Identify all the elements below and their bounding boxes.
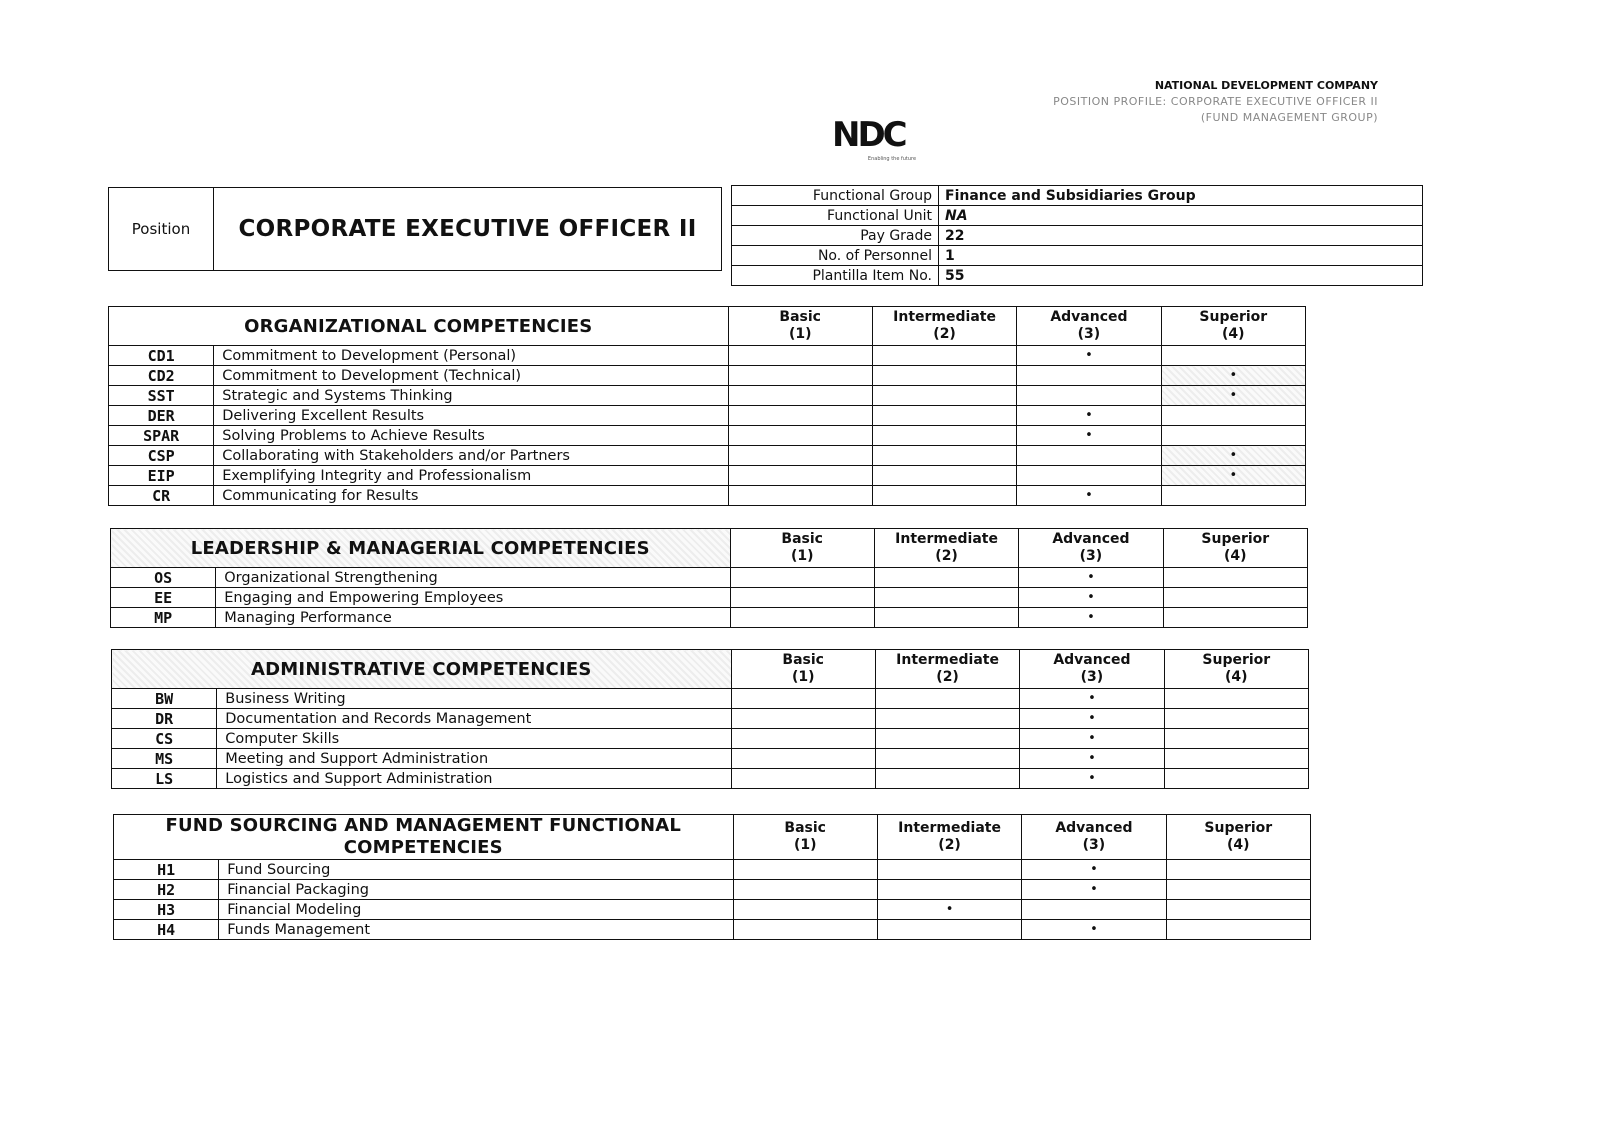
info-key: No. of Personnel — [732, 246, 939, 266]
level-number: (1) — [793, 837, 817, 853]
competency-row — [114, 860, 1311, 880]
competency-code: MP — [111, 608, 216, 628]
competency-name: Organizational Strengthening — [216, 568, 730, 588]
level-mark-cell — [1166, 860, 1310, 880]
level-name: Intermediate — [895, 531, 998, 547]
level-mark-cell — [1020, 749, 1164, 769]
level-mark: • — [1090, 881, 1098, 897]
level-header — [875, 650, 1019, 689]
position-title: CORPORATE EXECUTIVE OFFICER II — [238, 216, 697, 242]
level-name: Basic — [784, 820, 826, 836]
level-header — [1161, 307, 1305, 346]
level-mark-cell — [733, 860, 877, 880]
competency-code: H1 — [114, 860, 219, 880]
level-mark-cell — [1022, 900, 1166, 920]
info-value: 55 — [939, 266, 1423, 286]
level-mark-cell — [1161, 466, 1305, 486]
competency-row — [109, 486, 1306, 506]
competency-name: Commitment to Development (Personal) — [214, 346, 728, 366]
level-mark-cell — [1164, 709, 1308, 729]
info-row — [732, 186, 1423, 206]
level-mark-cell — [874, 588, 1018, 608]
level-mark: • — [945, 901, 954, 917]
level-header — [1022, 815, 1166, 860]
level-mark-cell — [730, 568, 874, 588]
level-mark-cell — [1020, 689, 1164, 709]
level-mark-cell — [728, 486, 872, 506]
document-header — [1053, 78, 1378, 126]
level-mark-cell — [1017, 386, 1161, 406]
competency-code: EIP — [109, 466, 214, 486]
level-number: (2) — [935, 548, 958, 564]
level-mark: • — [1085, 427, 1093, 443]
level-number: (1) — [791, 669, 815, 685]
level-number: (1) — [788, 326, 812, 342]
level-mark: • — [1088, 710, 1096, 726]
competency-name: Delivering Excellent Results — [214, 406, 728, 426]
competency-name: Strategic and Systems Thinking — [214, 386, 728, 406]
competency-row — [114, 880, 1311, 900]
level-mark-cell — [1017, 446, 1161, 466]
level-mark-cell — [1163, 608, 1307, 628]
info-key: Pay Grade — [732, 226, 939, 246]
level-mark-cell — [874, 568, 1018, 588]
competency-name: Funds Management — [219, 920, 733, 940]
competency-name: Documentation and Records Management — [217, 709, 731, 729]
section-title: ORGANIZATIONAL COMPETENCIES — [109, 307, 729, 346]
level-mark: • — [1090, 921, 1098, 937]
section-title: FUND SOURCING AND MANAGEMENT FUNCTIONAL COMPETENCIES — [114, 815, 734, 860]
competency-code: BW — [112, 689, 217, 709]
info-value: 22 — [939, 226, 1423, 246]
level-mark-cell — [733, 880, 877, 900]
level-mark: • — [1088, 770, 1096, 786]
competency-code: EE — [111, 588, 216, 608]
competency-row — [112, 709, 1309, 729]
level-mark-cell — [874, 608, 1018, 628]
competency-row — [109, 386, 1306, 406]
competency-row — [112, 749, 1309, 769]
info-key: Functional Group — [732, 186, 939, 206]
info-key: Plantilla Item No. — [732, 266, 939, 286]
level-name: Basic — [782, 652, 824, 668]
level-mark-cell — [731, 769, 875, 789]
competency-name: Computer Skills — [217, 729, 731, 749]
section-title: LEADERSHIP & MANAGERIAL COMPETENCIES — [111, 529, 731, 568]
level-mark: • — [1229, 367, 1238, 383]
level-mark: • — [1088, 750, 1096, 766]
level-mark-cell — [1017, 406, 1161, 426]
competency-row — [112, 729, 1309, 749]
info-row — [732, 246, 1423, 266]
level-number: (4) — [1227, 837, 1250, 853]
level-number: (3) — [1077, 326, 1101, 342]
logo-tagline: Enabling the future — [867, 156, 917, 162]
ndc-logo — [832, 115, 952, 166]
level-name: Basic — [781, 531, 823, 547]
competency-name: Commitment to Development (Technical) — [214, 366, 728, 386]
level-mark-cell — [1017, 346, 1161, 366]
level-number: (4) — [1225, 669, 1248, 685]
level-mark-cell — [1166, 900, 1310, 920]
level-mark: • — [1229, 467, 1238, 483]
level-name: Intermediate — [898, 820, 1001, 836]
competency-row — [109, 346, 1306, 366]
level-mark-cell — [875, 749, 1019, 769]
competency-name: Communicating for Results — [214, 486, 728, 506]
level-header — [872, 307, 1016, 346]
competency-table-fund-sourcing — [113, 814, 1311, 940]
level-name: Superior — [1202, 652, 1271, 668]
level-name: Intermediate — [893, 309, 996, 325]
competency-row — [112, 769, 1309, 789]
level-mark-cell — [872, 366, 1016, 386]
level-mark-cell — [728, 366, 872, 386]
level-mark-cell — [730, 608, 874, 628]
competency-table-leadership — [110, 528, 1308, 628]
level-mark-cell — [731, 689, 875, 709]
level-name: Advanced — [1052, 531, 1130, 547]
level-name: Advanced — [1053, 652, 1131, 668]
level-mark-cell — [875, 729, 1019, 749]
level-mark-cell — [1164, 729, 1308, 749]
level-name: Superior — [1199, 309, 1268, 325]
level-mark-cell — [728, 466, 872, 486]
level-mark-cell — [733, 920, 877, 940]
competency-row — [111, 568, 1308, 588]
level-header — [728, 307, 872, 346]
level-mark-cell — [1022, 860, 1166, 880]
level-name: Advanced — [1050, 309, 1128, 325]
competency-row — [112, 689, 1309, 709]
level-mark-cell — [1164, 689, 1308, 709]
level-mark-cell — [730, 588, 874, 608]
competency-name: Solving Problems to Achieve Results — [214, 426, 728, 446]
level-mark-cell — [1164, 749, 1308, 769]
level-mark-cell — [1022, 920, 1166, 940]
level-mark: • — [1085, 487, 1093, 503]
competency-table-administrative — [111, 649, 1309, 789]
level-header — [1020, 650, 1164, 689]
level-mark-cell — [1161, 366, 1305, 386]
level-mark-cell — [1017, 486, 1161, 506]
level-mark: • — [1087, 609, 1095, 625]
competency-row — [109, 366, 1306, 386]
level-mark-cell — [1020, 769, 1164, 789]
level-mark-cell — [728, 446, 872, 466]
level-mark-cell — [1020, 729, 1164, 749]
position-box — [108, 187, 722, 271]
level-name: Superior — [1204, 820, 1273, 836]
competency-row — [111, 588, 1308, 608]
level-mark: • — [1088, 730, 1096, 746]
level-mark-cell — [1161, 406, 1305, 426]
level-number: (3) — [1082, 837, 1106, 853]
level-number: (4) — [1224, 548, 1247, 564]
level-header — [1164, 650, 1308, 689]
competency-name: Fund Sourcing — [219, 860, 733, 880]
level-mark-cell — [1161, 486, 1305, 506]
section-title: ADMINISTRATIVE COMPETENCIES — [112, 650, 732, 689]
level-mark-cell — [728, 426, 872, 446]
level-name: Advanced — [1055, 820, 1133, 836]
info-value: NA — [939, 206, 1423, 226]
level-number: (2) — [933, 326, 956, 342]
competency-code: LS — [112, 769, 217, 789]
competency-header-row — [111, 529, 1308, 568]
competency-row — [109, 406, 1306, 426]
level-mark-cell — [1161, 426, 1305, 446]
level-mark-cell — [728, 346, 872, 366]
competency-name: Engaging and Empowering Employees — [216, 588, 730, 608]
profile-group: (FUND MANAGEMENT GROUP) — [1200, 111, 1378, 124]
competency-table-organizational — [108, 306, 1306, 506]
competency-name: Meeting and Support Administration — [217, 749, 731, 769]
level-mark-cell — [872, 486, 1016, 506]
level-mark-cell — [1161, 446, 1305, 466]
level-mark-cell — [875, 689, 1019, 709]
competency-row — [111, 608, 1308, 628]
level-mark-cell — [1020, 709, 1164, 729]
level-number: (3) — [1080, 669, 1104, 685]
level-mark-cell — [731, 709, 875, 729]
competency-code: SST — [109, 386, 214, 406]
level-number: (2) — [936, 669, 959, 685]
competency-name: Logistics and Support Administration — [217, 769, 731, 789]
logo-text: NDC — [832, 115, 905, 155]
competency-code: CD1 — [109, 346, 214, 366]
level-header — [1163, 529, 1307, 568]
level-mark-cell — [1166, 880, 1310, 900]
competency-code: MS — [112, 749, 217, 769]
level-mark: • — [1087, 589, 1095, 605]
competency-code: H4 — [114, 920, 219, 940]
competency-header-row — [112, 650, 1309, 689]
level-header — [1166, 815, 1310, 860]
level-mark-cell — [1163, 568, 1307, 588]
competency-header-row — [109, 307, 1306, 346]
level-number: (2) — [938, 837, 961, 853]
level-mark-cell — [1019, 608, 1163, 628]
position-label: Position — [109, 188, 214, 270]
level-mark: • — [1088, 690, 1096, 706]
level-name: Basic — [779, 309, 821, 325]
level-mark-cell — [877, 900, 1021, 920]
level-mark-cell — [1017, 426, 1161, 446]
level-name: Superior — [1201, 531, 1270, 547]
competency-header-row — [114, 815, 1311, 860]
level-mark-cell — [875, 709, 1019, 729]
company-name: NATIONAL DEVELOPMENT COMPANY — [1154, 79, 1378, 92]
level-mark: • — [1087, 569, 1095, 585]
level-header — [877, 815, 1021, 860]
level-mark-cell — [872, 446, 1016, 466]
competency-code: CD2 — [109, 366, 214, 386]
competency-code: OS — [111, 568, 216, 588]
competency-name: Collaborating with Stakeholders and/or Partners — [214, 446, 728, 466]
info-row — [732, 266, 1423, 286]
level-number: (3) — [1079, 548, 1103, 564]
level-mark-cell — [1163, 588, 1307, 608]
competency-code: CR — [109, 486, 214, 506]
level-header — [730, 529, 874, 568]
info-key: Functional Unit — [732, 206, 939, 226]
level-header — [733, 815, 877, 860]
competency-code: SPAR — [109, 426, 214, 446]
level-mark-cell — [731, 749, 875, 769]
level-header — [874, 529, 1018, 568]
level-mark-cell — [877, 860, 1021, 880]
level-mark-cell — [1019, 568, 1163, 588]
level-header — [1019, 529, 1163, 568]
competency-row — [109, 426, 1306, 446]
level-mark-cell — [875, 769, 1019, 789]
level-mark-cell — [872, 426, 1016, 446]
level-mark-cell — [733, 900, 877, 920]
level-mark: • — [1085, 407, 1093, 423]
competency-code: CS — [112, 729, 217, 749]
info-value: Finance and Subsidiaries Group — [939, 186, 1423, 206]
level-mark-cell — [728, 386, 872, 406]
competency-name: Exemplifying Integrity and Professionalism — [214, 466, 728, 486]
level-mark-cell — [872, 386, 1016, 406]
info-row — [732, 206, 1423, 226]
level-mark: • — [1090, 861, 1098, 877]
competency-code: H2 — [114, 880, 219, 900]
level-header — [1017, 307, 1161, 346]
competency-row — [109, 466, 1306, 486]
level-mark-cell — [731, 729, 875, 749]
competency-code: DER — [109, 406, 214, 426]
level-mark-cell — [1166, 920, 1310, 940]
level-mark-cell — [877, 920, 1021, 940]
competency-code: H3 — [114, 900, 219, 920]
level-mark-cell — [872, 466, 1016, 486]
level-name: Intermediate — [896, 652, 999, 668]
level-mark: • — [1229, 387, 1238, 403]
competency-name: Managing Performance — [216, 608, 730, 628]
competency-code: CSP — [109, 446, 214, 466]
level-number: (4) — [1222, 326, 1245, 342]
level-mark-cell — [1161, 346, 1305, 366]
competency-code: DR — [112, 709, 217, 729]
level-mark-cell — [1164, 769, 1308, 789]
info-row — [732, 226, 1423, 246]
level-mark: • — [1085, 347, 1093, 363]
level-mark-cell — [872, 406, 1016, 426]
competency-name: Business Writing — [217, 689, 731, 709]
competency-row — [114, 900, 1311, 920]
competency-row — [114, 920, 1311, 940]
info-value: 1 — [939, 246, 1423, 266]
level-number: (1) — [790, 548, 814, 564]
level-mark-cell — [1017, 466, 1161, 486]
profile-title: POSITION PROFILE: CORPORATE EXECUTIVE OFFICER II — [1053, 95, 1378, 108]
level-mark-cell — [728, 406, 872, 426]
level-mark-cell — [1022, 880, 1166, 900]
competency-name: Financial Packaging — [219, 880, 733, 900]
level-header — [731, 650, 875, 689]
competency-name: Financial Modeling — [219, 900, 733, 920]
level-mark: • — [1229, 447, 1238, 463]
level-mark-cell — [877, 880, 1021, 900]
level-mark-cell — [1019, 588, 1163, 608]
level-mark-cell — [1017, 366, 1161, 386]
level-mark-cell — [1161, 386, 1305, 406]
level-mark-cell — [872, 346, 1016, 366]
competency-row — [109, 446, 1306, 466]
position-info-table — [731, 185, 1423, 286]
